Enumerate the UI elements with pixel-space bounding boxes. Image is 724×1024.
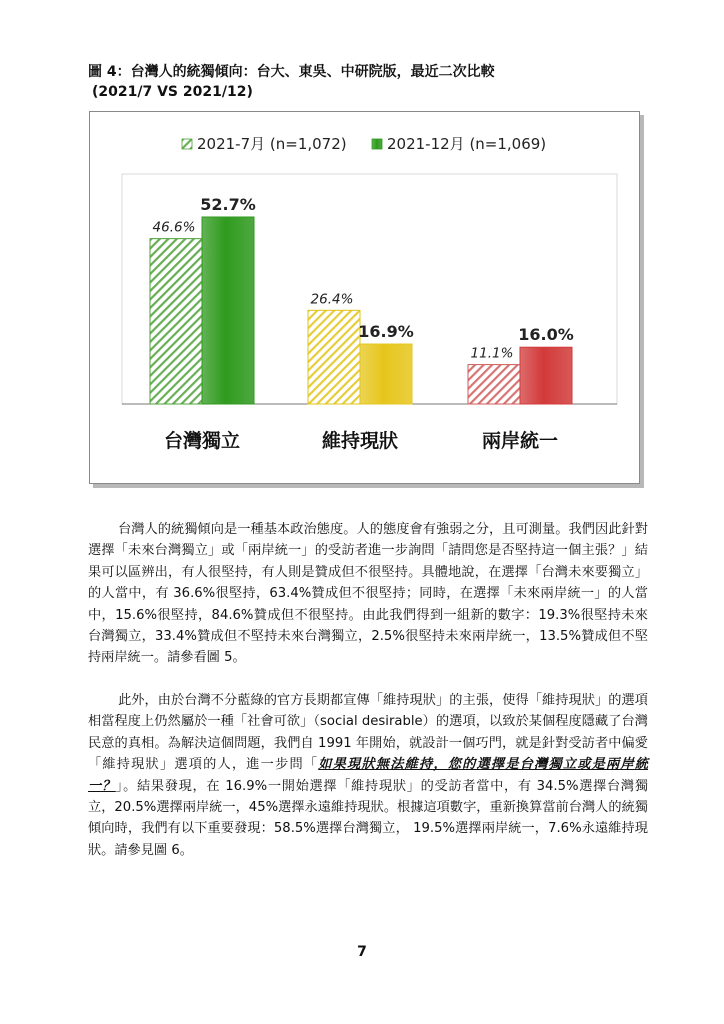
- legend-swatch-2021-12: [372, 139, 382, 149]
- legend-label-2021-12: 2021-12月 (n=1,069): [387, 135, 547, 153]
- bar-1-series-2: [202, 217, 254, 404]
- page-number: 7: [357, 944, 367, 960]
- category-label-1: 台灣獨立: [163, 430, 241, 452]
- data-label-1-series-2: 52.7%: [200, 195, 256, 214]
- bar-1-series-1: [150, 239, 202, 404]
- data-label-3-series-1: 11.1%: [470, 345, 514, 362]
- data-label-3-series-2: 16.0%: [518, 325, 574, 345]
- figure-title-text: 圖 4：台灣人的統獨傾向：台大、東吳、中研院版，最近二次比較: [88, 64, 495, 80]
- data-label-1-series-1: 46.6%: [152, 219, 196, 236]
- chart-frame: [89, 111, 640, 484]
- paragraph-2: [88, 690, 648, 861]
- data-label-2-series-1: 26.4%: [310, 291, 354, 308]
- paragraph-2-emphasis: 如果現狀無法維持，您的選擇是台灣獨立或是兩岸統一？: [88, 757, 649, 794]
- figure-subtitle: (2021/7 VS 2021/12): [92, 84, 253, 100]
- category-label-2: 維持現狀: [321, 430, 399, 452]
- bar-2-series-2: [360, 344, 412, 404]
- data-label-2-series-2: 16.9%: [358, 322, 414, 342]
- bar-2-series-1: [308, 310, 360, 404]
- legend-swatch-2021-7: [182, 139, 192, 149]
- bar-chart: [90, 112, 639, 483]
- bar-3-series-1: [468, 365, 520, 404]
- figure-title: [88, 62, 495, 102]
- paragraph-2-text-c: 」。結果發現，在 16.9%一開始選擇「維持現狀」的受訪者當中，有 34.5%選擇台灣獨立，20.5%選擇兩岸統一，45%選擇永遠維持現狀。根據這項數字，重新換算當前台灣人的統獨傾向時，我們有以下重要發現：58.5%選擇台灣獨立， 19.5%選擇兩岸統一，7.6%永遠維持現狀。請參見圖 6。: [88, 778, 649, 858]
- category-label-3: 兩岸統一: [481, 430, 559, 452]
- paragraph-1-text: 台灣人的統獨傾向是一種基本政治態度。人的態度會有強弱之分，且可測量。我們因此針對選擇「未來台灣獨立」或「兩岸統一」的受訪者進一步詢問「請問您是否堅持這一個主張？」結果可以區辨出，有人很堅持，有人則是贊成但不很堅持。具體地說，在選擇「台灣未來要獨立」的人當中，有 36.6%很堅持，63.4%贊成但不很堅持；同時，在選擇「未來兩岸統一」的人當中，15.6%很堅持，84.6%贊成但不很堅持。由此我們得到一組新的數字：19.3%很堅持未來台灣獨立，33.4%贊成但不堅持未來台灣獨立，2.5%很堅持未來兩岸統一，13.5%贊成但不堅持兩岸統一。請參看圖 5。: [88, 522, 648, 666]
- paragraph-1: [88, 519, 648, 669]
- bar-3-series-2: [520, 347, 572, 404]
- legend-label-2021-7: 2021-7月 (n=1,072): [197, 135, 347, 153]
- chart-legend: [182, 135, 546, 153]
- paragraph-2-text-a: 此外，由於台灣不分藍綠的官方長期都宣傳「維持現狀」的主張，使得「維持現狀」的選項相當程度上仍然屬於一種「社會可欲」（social desirable）的選項，以致於某個程度隱藏了台灣民意的真相。為解決這個問題，我們自 1991 年開始，就設計一個巧門，就是針對受訪者中偏愛「維持現狀」選項的人，進一步問「: [88, 693, 648, 773]
- chart-category-labels: [164, 429, 558, 452]
